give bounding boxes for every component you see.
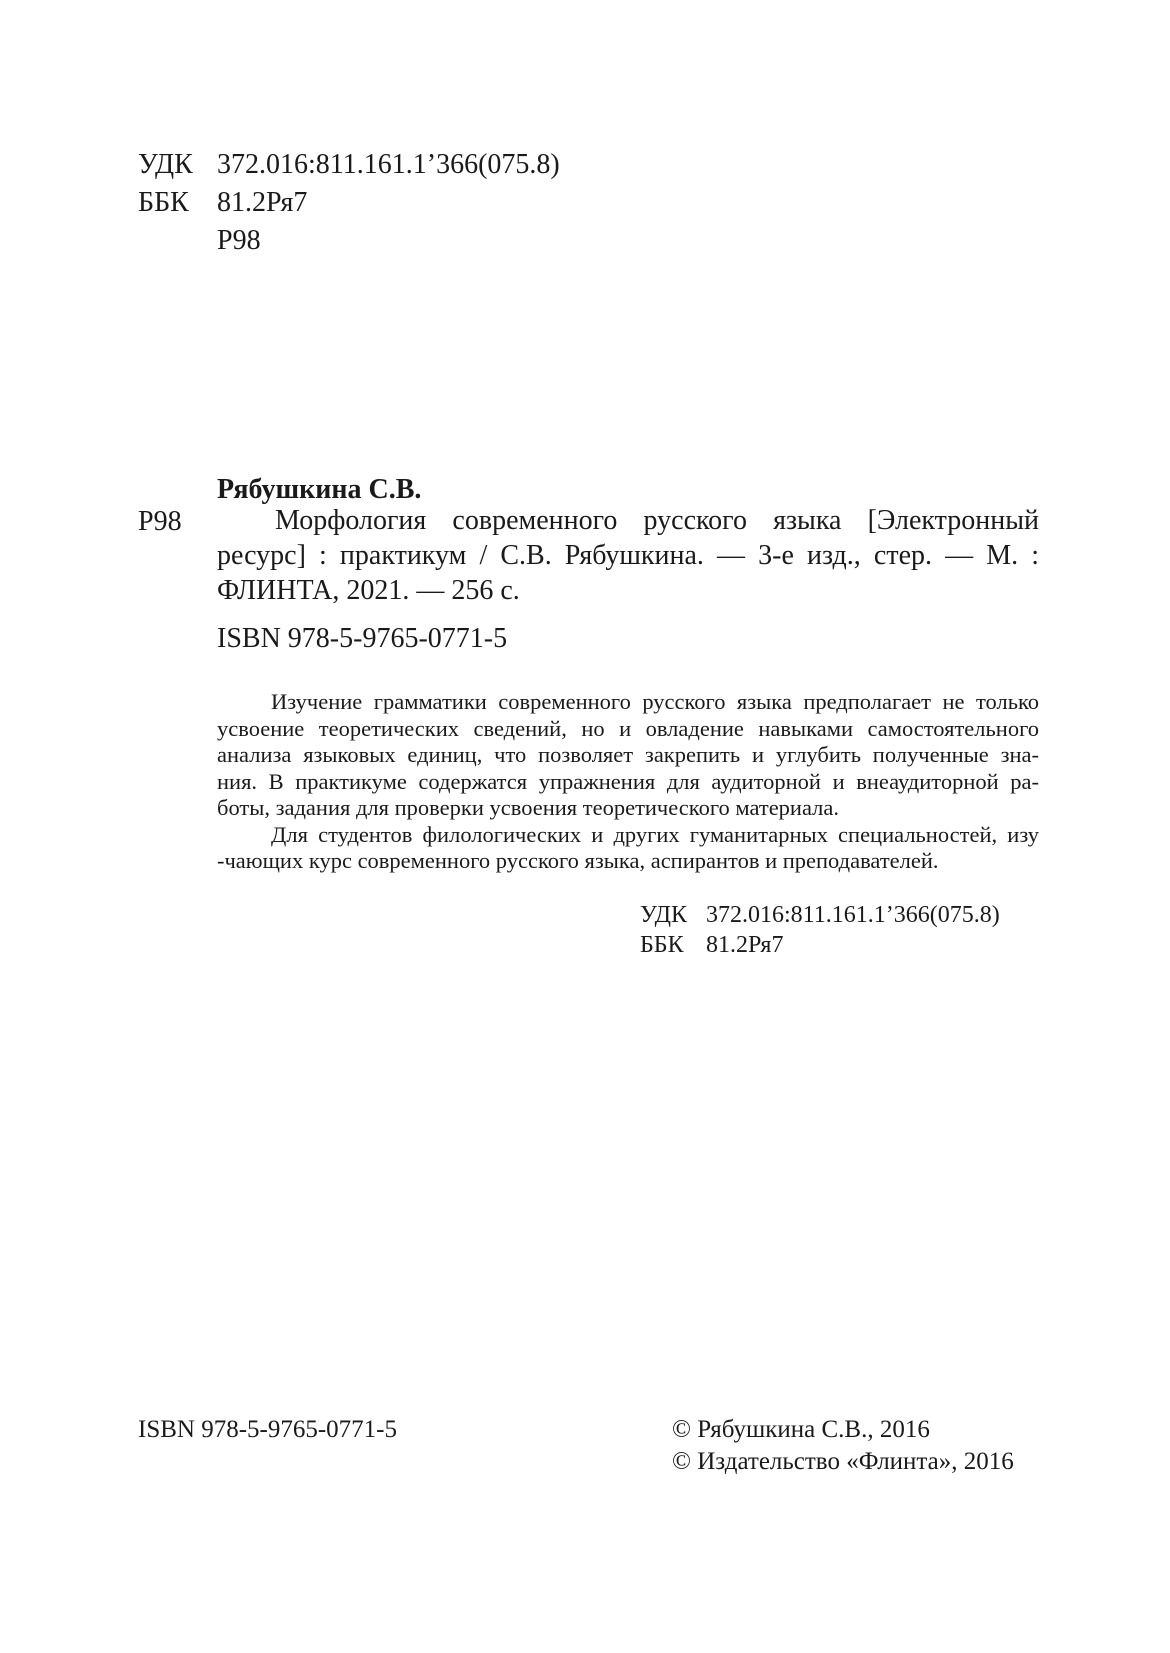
annotation-line: Для студентов филологических и других гуманитарных специальностей, изу — [271, 821, 1039, 847]
annotation-line: -чающих курс современного русского языка, аспирантов и преподавателей. — [217, 848, 939, 873]
copyright-publisher: © Издательство «Флинта», 2016 — [672, 1448, 1014, 1475]
bbk-value-bottom: 81.2Ря7 — [706, 932, 784, 958]
isbn-footer: ISBN 978-5-9765-0771-5 — [138, 1416, 398, 1443]
udk-value: 372.016:811.161.1’366(075.8) — [217, 149, 560, 180]
annotation-line: Изучение грамматики современного русского языка предполагает не только — [271, 689, 1039, 714]
bib-line: Морфология современного русского языка [Электронный — [275, 505, 1039, 536]
bbk-label: ББК — [138, 187, 189, 218]
author-mark: Р98 — [138, 506, 182, 537]
udk-label: УДК — [138, 149, 193, 180]
bibliographic-description — [217, 503, 1039, 608]
bbk-label-bottom: ББК — [640, 932, 684, 958]
author-heading: Рябушкина С.В. — [217, 474, 422, 505]
udk-label-bottom: УДК — [640, 902, 687, 928]
isbn: ISBN 978-5-9765-0771-5 — [217, 623, 508, 654]
copyright-author: © Рябушкина С.В., 2016 — [672, 1416, 930, 1443]
udk-value-bottom: 372.016:811.161.1’366(075.8) — [706, 902, 1000, 928]
annotation-line: ния. В практикуме содержатся упражнения для аудиторной и внеаудиторной ра- — [217, 768, 1039, 794]
annotation-line: боты, задания для проверки усвоения теоретического материала. — [217, 795, 839, 820]
bib-line: ФЛИНТА, 2021. — 256 с. — [217, 575, 520, 606]
annotation — [217, 689, 1039, 875]
bib-line: ресурс] : практикум / С.В. Рябушкина. — 3-е изд., стер. — М. : — [217, 540, 1039, 571]
annotation-line: усвоение теоретических сведений, но и овладение навыками самостоятельного — [217, 715, 1039, 741]
bbk-value: 81.2Ря7 — [217, 187, 308, 218]
annotation-line: анализа языковых единиц, что позволяет закрепить и углубить полученные зна- — [217, 742, 1039, 767]
author-mark-top: Р98 — [217, 225, 261, 256]
